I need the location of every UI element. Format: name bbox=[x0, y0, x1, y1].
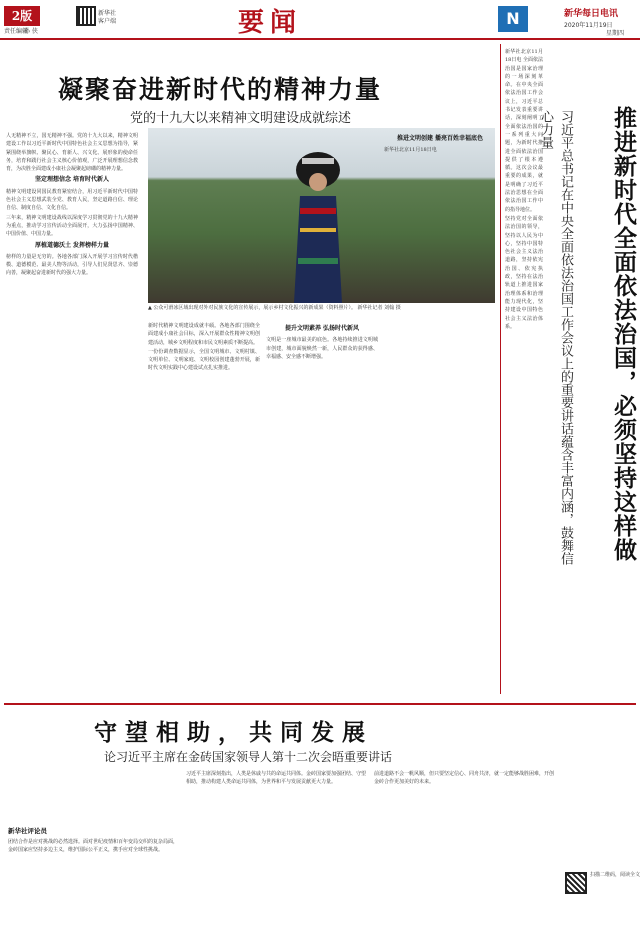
second-p2: 习近平主席深刻指出，人类是休戚与共的命运共同体。金砖国家要加强团结、守望相助，推动构建人类命运共同体，为世界和平与发展贡献更大力量。 bbox=[186, 771, 366, 786]
column-divider bbox=[500, 44, 501, 694]
edition-badge: 2版 bbox=[4, 6, 40, 26]
xinhua-logo: N bbox=[498, 6, 528, 32]
mid-p2: 一份份调查数据显示，全国文明城市、文明村镇、文明单位、文明家庭、文明校园创建蓬勃开展，新时代文明实践中心建设试点扎实推进。 bbox=[148, 348, 260, 372]
issue-weekday: 星期四 bbox=[606, 30, 625, 37]
mid-sub2: 推进文明创建 播亮百姓幸福底色 bbox=[396, 135, 484, 142]
paper-name: 新华每日电讯 bbox=[564, 9, 619, 19]
left-p3: 三年来，精神文明建设战线以深度学习贯彻党的十九大精神为重点，推动学习宣传活动全面展开，大力弘扬中国精神、中国价值、中国力量。 bbox=[6, 214, 138, 238]
left-sub1: 坚定理想信念 培育时代新人 bbox=[34, 176, 110, 184]
photo-caption: ▲ 公众可滑冰区域出现对外对民族文化的宣传展示，展示乡村文化振兴的新成果（资料照片）。 新华社记者 刘翰 摄 bbox=[148, 305, 401, 311]
middle-column-1 bbox=[148, 322, 260, 697]
mid-sub1: 提升文明素养 弘扬时代新风 bbox=[284, 325, 360, 332]
left-column bbox=[6, 132, 138, 697]
left-p1: 人无精神不立，国无精神不强。党的十九大以来，精神文明建设工作以习近平新时代中国特色社会主义思想为指导，紧紧围绕举旗帜、聚民心、育新人、兴文化、展形象的使命任务，培育和践行社会主义核心价值观，广泛开展理想信念教育，为决胜全面建成小康社会凝聚起磅礴的精神力量。 bbox=[6, 133, 138, 173]
performer-figure bbox=[288, 148, 348, 303]
qr-code-icon bbox=[76, 6, 96, 26]
editor-label: 责任编辑 bbox=[4, 28, 29, 35]
left-sub2: 厚植道德沃土 发挥榜样力量 bbox=[34, 241, 110, 249]
footer-qr-text: 扫描二维码，阅读全文 bbox=[590, 872, 640, 878]
app-line-2: 客户端 bbox=[98, 18, 117, 25]
page-header bbox=[0, 0, 640, 40]
mid-p1: 新时代精神文明建设成就丰硕。各地各部门围绕全面建成小康社会目标，深入开展群众性精神文明创建活动，城乡文明程度和市民文明素质不断提高。 bbox=[148, 323, 260, 346]
right-body-2: 坚持党对全面依法治国的领导，坚持以人民为中心，坚持中国特色社会主义法治道路，坚持依宪治国、依宪执政，坚持在法治轨道上推进国家治理体系和治理能力现代化，坚持建设中国特色社会主义法治体系。 bbox=[505, 215, 543, 330]
second-subhead: 论习近平主席在金砖国家领导人第十二次会晤重要讲话 bbox=[104, 750, 393, 764]
issue-date: 2020年11月19日 bbox=[564, 22, 613, 29]
lead-headline: 凝聚奋进新时代的精神力量 bbox=[58, 75, 383, 104]
second-col-2 bbox=[186, 770, 366, 923]
mid-byline: 新华社北京11月18日电 bbox=[384, 147, 437, 154]
second-p1: 团结合作是应对挑战的必然选择。面对世纪疫情和百年变局交织的复杂局面，金砖国家应坚持多边主义，维护国际公平正义，携手应对全球性挑战。 bbox=[8, 839, 178, 854]
middle-column-3 bbox=[384, 132, 496, 697]
second-p3: 前进道路不会一帆风顺，但只要坚定信心、同舟共济，就一定能够战胜困难，开创金砖合作更加美好的未来。 bbox=[374, 771, 554, 786]
section-title: 要闻 bbox=[238, 8, 303, 38]
middle-column-2 bbox=[266, 322, 378, 697]
section-divider bbox=[4, 703, 636, 705]
editor-name: 孙 侠 bbox=[24, 28, 38, 35]
right-body: 新华社北京11月18日电 全面依法治国是国家治理的一场深刻革命。在中央全面依法治国工作会议上，习近平总书记发表重要讲话，深刻阐明了全面依法治国的一系列重大问题，为新时代推进全面依法治国提供了根本遵循。这次会议最重要的成果，就是明确了习近平法治思想在全面依法治国工作中的指导地位。 bbox=[505, 49, 543, 213]
second-col-3 bbox=[374, 770, 554, 923]
footer-qr-icon bbox=[565, 872, 587, 894]
mid-p3: 文明是一座城市最美的底色。各地持续推进文明城市创建，城市面貌焕然一新，人民群众的获得感、幸福感、安全感不断增强。 bbox=[266, 337, 378, 360]
second-byline: 新华社评论员 bbox=[8, 827, 47, 835]
left-p2: 精神文明建设同国民教育紧密结合，用习近平新时代中国特色社会主义思想武装全党、教育人民，坚定道路自信、理论自信、制度自信、文化自信。 bbox=[6, 188, 138, 212]
app-line-1: 新华社 bbox=[98, 10, 117, 17]
second-headline: 守望相助，共同发展 bbox=[94, 719, 373, 746]
right-headline: 推进新时代全面依法治国，必须坚持这样做 bbox=[610, 106, 637, 562]
lead-subhead: 党的十九大以来精神文明建设成就综述 bbox=[130, 111, 352, 126]
right-subtitle: 习近平总书记在中央全面依法治国工作会议上的重要讲话蕴含丰富内涵，鼓舞信心力量 bbox=[538, 110, 573, 565]
second-col-1 bbox=[8, 838, 178, 923]
left-p4: 榜样的力量是无穷的。各地各部门深入开展学习宣传时代楷模、道德模范、最美人物等活动，引导人们见贤思齐、崇德向善，凝聚起奋进新时代的强大力量。 bbox=[6, 253, 138, 277]
